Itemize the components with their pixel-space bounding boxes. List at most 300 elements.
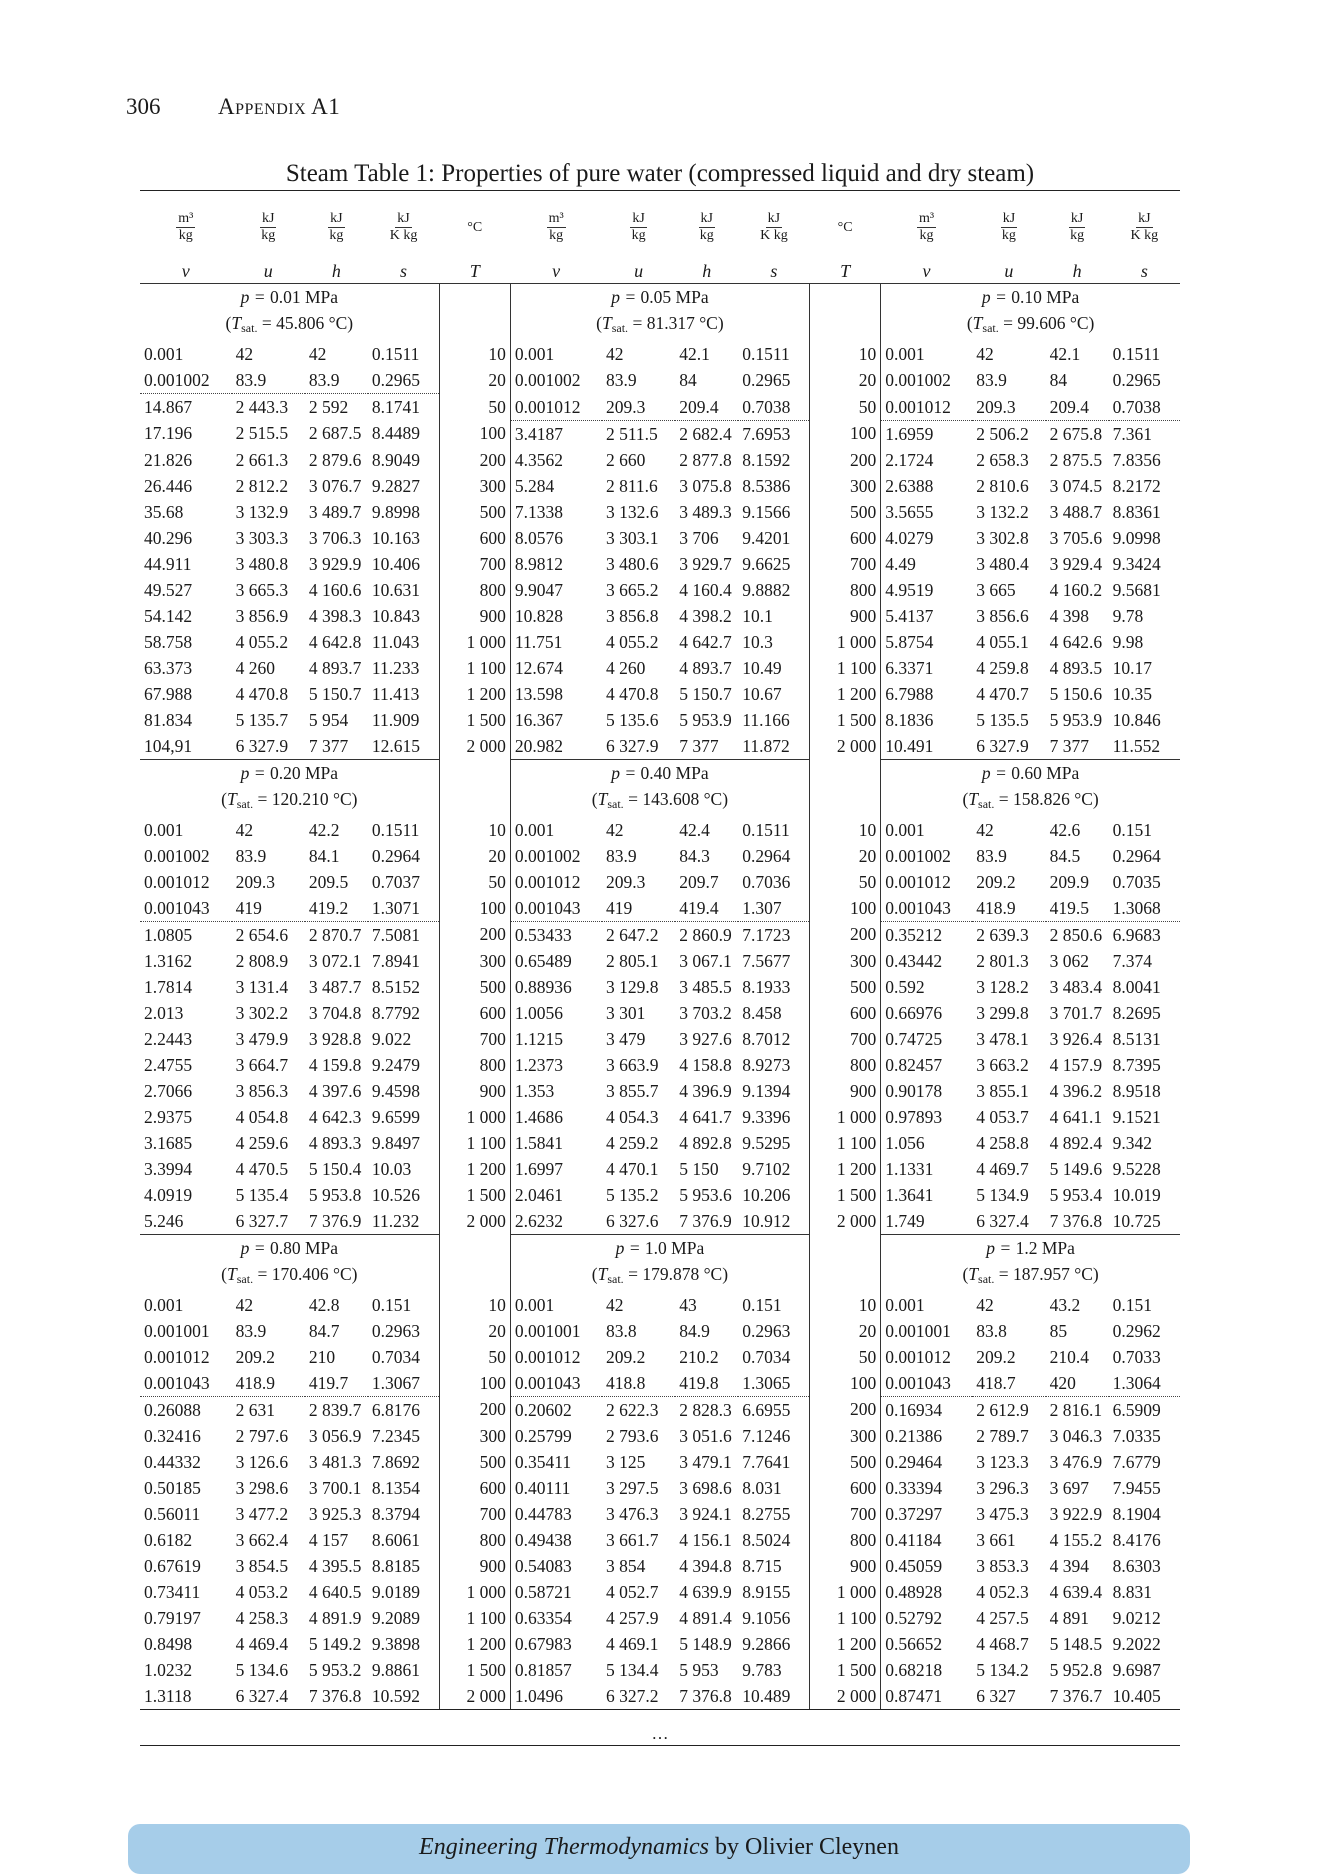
- cell-u: 2 801.3: [976, 950, 1029, 971]
- unit-fraction-s: [1129, 211, 1161, 244]
- pressure-label: [510, 759, 809, 786]
- unit-denominator: kg: [549, 228, 564, 243]
- temperature-cell: 1 500: [810, 1182, 881, 1208]
- cell-v: 0.53433: [510, 921, 602, 948]
- table-body: [140, 284, 1180, 1710]
- cell-v: 4.0279: [885, 527, 934, 548]
- cell-v: 0.001: [885, 344, 925, 364]
- cell-v: 0.56652: [885, 1633, 943, 1654]
- cell-s: 10.631: [371, 579, 421, 600]
- cell-h: 4 159.8: [308, 1054, 362, 1075]
- cell-u: 42: [976, 819, 994, 840]
- pressure-value: 0.05: [640, 287, 672, 307]
- cell-u: 3 131.4: [235, 976, 289, 997]
- table-row: [140, 473, 1180, 499]
- table-row: [140, 603, 1180, 629]
- cell-s: 7.361: [1109, 420, 1180, 447]
- cell-v: 21.826: [144, 449, 193, 470]
- cell-u: 83.8: [976, 1320, 1007, 1341]
- cell-v: 0.001: [514, 1294, 555, 1315]
- symbol-s: s: [738, 259, 809, 284]
- pressure-symbol: p =: [611, 287, 641, 307]
- cell-s: 8.5152: [371, 976, 421, 997]
- cell-s: 9.3424: [1112, 553, 1161, 574]
- cell-u: 6 327.4: [232, 1683, 305, 1710]
- cell-h: 419.4: [679, 897, 719, 918]
- cell-h: 5 150: [679, 1158, 719, 1179]
- cell-v: 1.0056: [514, 1002, 563, 1023]
- cell-h: 3 062: [1049, 950, 1089, 971]
- cell-s: 10.206: [742, 1184, 791, 1205]
- symbol-h: h: [1046, 259, 1109, 284]
- temperature-cell: 600: [810, 525, 881, 551]
- cell-u: 4 054.8: [235, 1106, 289, 1127]
- cell-h: 4 158.8: [679, 1054, 732, 1075]
- temperature-cell: 800: [810, 1052, 881, 1078]
- cell-s: 10.67: [742, 683, 782, 704]
- temp-col-spacer: [810, 1261, 881, 1292]
- cell-v: 0.29464: [885, 1451, 943, 1472]
- cell-s: 12.615: [371, 735, 421, 756]
- cell-s: 7.6779: [1112, 1451, 1161, 1472]
- symbol-v: v: [140, 259, 232, 284]
- pressure-unit: MPa: [671, 762, 709, 783]
- unit-fraction-v: [917, 211, 936, 244]
- cell-h: 4 893.7: [679, 657, 732, 678]
- cell-s: 8.1592: [742, 449, 791, 470]
- table-row: [140, 1527, 1180, 1553]
- cell-s: 7.5677: [742, 950, 791, 971]
- cell-s: 11.552: [1112, 735, 1161, 756]
- temperature-cell: 100: [810, 420, 881, 447]
- cell-u: 3 299.8: [976, 1002, 1029, 1023]
- cell-u: 419: [605, 897, 633, 918]
- cell-u: 6 327.9: [235, 735, 289, 756]
- cell-s: 9.342: [1112, 1132, 1153, 1153]
- symbols-row: [140, 259, 1180, 284]
- cell-v: 0.52792: [885, 1607, 943, 1628]
- tsat-subscript: sat.: [607, 1271, 624, 1286]
- tsat-unit: °C: [1065, 313, 1089, 333]
- cell-v: 0.001012: [885, 871, 951, 892]
- cell-v: 1.6959: [881, 420, 973, 447]
- temperature-cell: 1 000: [810, 1104, 881, 1130]
- cell-h: 42.1: [679, 344, 710, 364]
- cell-s: 0.2964: [742, 845, 791, 866]
- temperature-cell: 1 000: [810, 1579, 881, 1605]
- tsat-subscript: sat.: [241, 321, 258, 335]
- temp-col-spacer: [810, 786, 881, 817]
- cell-v: 1.2373: [514, 1054, 563, 1075]
- cell-v: 13.598: [514, 683, 563, 704]
- cell-s: 11.043: [371, 631, 420, 652]
- cell-u: 83.9: [235, 1320, 267, 1341]
- cell-s: 10.49: [742, 657, 782, 678]
- cell-h: 42.2: [308, 819, 340, 840]
- tsat-symbol: T: [227, 1263, 237, 1284]
- cell-v: 0.001001: [514, 1320, 581, 1341]
- temperature-cell: 50: [439, 1344, 510, 1370]
- cell-v: 0.35212: [881, 921, 973, 948]
- cell-u: 3 854.5: [235, 1555, 289, 1576]
- temperature-cell: 100: [439, 420, 510, 447]
- cell-h: 7 376.9: [679, 1210, 732, 1231]
- pressure-symbol: p =: [611, 762, 641, 783]
- pressure-label: [510, 284, 809, 311]
- temperature-cell: 200: [810, 1396, 881, 1423]
- unit-celsius: °C: [467, 219, 483, 235]
- cell-v: 1.3118: [140, 1683, 232, 1710]
- table-row: [140, 1318, 1180, 1344]
- cell-u: 3 478.1: [976, 1028, 1029, 1049]
- cell-s: 8.6303: [1112, 1555, 1161, 1576]
- unit-fraction-u: [630, 211, 648, 244]
- cell-s: 10.846: [1112, 709, 1161, 730]
- cell-v: 0.25799: [514, 1425, 572, 1446]
- cell-h: 3 056.9: [308, 1425, 362, 1446]
- cell-h: 7 377: [308, 735, 349, 756]
- cell-v: 0.001043: [514, 897, 581, 918]
- cell-v: 35.68: [144, 501, 184, 522]
- cell-v: 0.001043: [885, 1372, 951, 1393]
- cell-s: 7.1723: [738, 921, 809, 948]
- temperature-cell: 1 200: [439, 681, 510, 707]
- cell-v: 1.5841: [514, 1132, 563, 1153]
- cell-v: 40.296: [144, 527, 193, 548]
- table-row: [140, 843, 1180, 869]
- cell-h: 2 870.7: [305, 921, 368, 948]
- cell-u: 2 639.3: [972, 921, 1045, 948]
- table-row: [140, 974, 1180, 1000]
- cell-h: 5 953.4: [1049, 1184, 1103, 1205]
- cell-v: 8.0576: [514, 527, 563, 548]
- pressure-symbol: p =: [981, 762, 1012, 783]
- cell-v: 0.87471: [881, 1683, 973, 1710]
- unit-numerator: kJ: [767, 211, 781, 226]
- cell-s: 9.3898: [371, 1633, 421, 1654]
- cell-v: 0.67619: [144, 1555, 201, 1576]
- cell-s: 1.3071: [371, 897, 421, 918]
- cell-v: 0.43442: [885, 950, 943, 971]
- cell-v: 44.911: [144, 553, 192, 574]
- table-row: [140, 1657, 1180, 1683]
- tsat-subscript: sat.: [236, 1271, 254, 1286]
- cell-h: 3 703.2: [679, 1002, 732, 1023]
- cell-v: 0.001043: [514, 1372, 581, 1393]
- cell-h: 83.9: [308, 370, 340, 390]
- pressure-symbol: p =: [240, 1237, 270, 1258]
- temperature-cell: 500: [439, 1449, 510, 1475]
- cell-u: 2 515.5: [235, 423, 289, 444]
- cell-s: 8.9049: [371, 449, 421, 470]
- pressure-symbol: p =: [981, 287, 1012, 307]
- temperature-cell: 700: [439, 1501, 510, 1527]
- cell-s: 7.8941: [371, 950, 421, 971]
- unit-denominator: kg: [919, 228, 934, 243]
- cell-u: 4 258.3: [235, 1607, 289, 1628]
- unit-cell-v: [510, 191, 602, 260]
- cell-s: 0.1511: [1112, 344, 1161, 364]
- unit-cell-u: [972, 191, 1045, 260]
- cell-v: 7.1338: [514, 501, 563, 522]
- cell-h: 419.2: [308, 897, 349, 918]
- temperature-cell: 700: [439, 551, 510, 577]
- cell-s: 8.8361: [1112, 501, 1161, 522]
- cell-h: 4 160.4: [679, 579, 732, 600]
- cell-s: 0.151: [1112, 819, 1153, 840]
- cell-h: 5 954: [308, 709, 349, 730]
- cell-h: 42.1: [1049, 344, 1081, 364]
- cell-h: 3 700.1: [308, 1477, 362, 1498]
- cell-h: 209.5: [308, 871, 349, 892]
- cell-s: 11.413: [371, 683, 420, 704]
- cell-u: 6 327.2: [602, 1683, 675, 1710]
- cell-h: 5 953.8: [308, 1184, 362, 1205]
- pressure-label: [881, 759, 1180, 786]
- cell-s: 0.7033: [1112, 1346, 1161, 1367]
- cell-v: 3.4187: [510, 420, 602, 447]
- cell-s: 11.233: [371, 657, 420, 678]
- temperature-cell: 800: [439, 577, 510, 603]
- book-author: by Olivier Cleynen: [709, 1834, 899, 1860]
- cell-h: 4 396.9: [679, 1080, 732, 1101]
- page-header: [126, 94, 340, 120]
- cell-v: 0.001002: [514, 845, 581, 866]
- cell-v: 0.001043: [144, 897, 210, 918]
- cell-h: 210.4: [1049, 1346, 1089, 1367]
- cell-h: 2 839.7: [305, 1396, 368, 1423]
- cell-v: 0.001: [885, 1294, 925, 1315]
- cell-v: 2.4755: [144, 1054, 193, 1075]
- cell-u: 4 259.6: [235, 1132, 289, 1153]
- cell-h: 3 698.6: [679, 1477, 732, 1498]
- table-row: [140, 1449, 1180, 1475]
- cell-u: 3 854: [605, 1555, 646, 1576]
- table-row: [140, 707, 1180, 733]
- cell-u: 6 327.4: [976, 1210, 1029, 1231]
- cell-s: 0.7038: [742, 396, 791, 417]
- cell-h: 3 483.4: [1049, 976, 1103, 997]
- cell-u: 4 054.3: [605, 1106, 659, 1127]
- cell-h: 4 396.2: [1049, 1080, 1103, 1101]
- table-header: [140, 191, 1180, 284]
- cell-s: 10.592: [368, 1683, 439, 1710]
- temperature-cell: 1 000: [810, 629, 881, 655]
- table-row: [140, 629, 1180, 655]
- cell-h: 3 926.4: [1049, 1028, 1103, 1049]
- cell-u: 42: [976, 1294, 994, 1315]
- cell-u: 3 856.9: [235, 605, 289, 626]
- cell-u: 5 135.2: [605, 1184, 659, 1205]
- continuation-ellipsis: …: [651, 1724, 669, 1743]
- cell-s: 7.374: [1112, 950, 1153, 971]
- pressure-symbol: p =: [986, 1237, 1016, 1258]
- temp-col-spacer: [439, 1261, 510, 1292]
- cell-v: 0.74725: [885, 1028, 943, 1049]
- cell-v: 0.73411: [144, 1581, 201, 1602]
- units-row: [140, 191, 1180, 260]
- pressure-unit: MPa: [1041, 762, 1080, 783]
- tsat-unit: °C: [694, 313, 718, 333]
- table-row: [140, 1370, 1180, 1397]
- cell-s: 0.7037: [371, 871, 421, 892]
- cell-u: 3 855.1: [976, 1080, 1029, 1101]
- temperature-cell: 800: [439, 1052, 510, 1078]
- cell-u: 2 443.3: [232, 394, 305, 421]
- cell-s: 8.715: [742, 1555, 782, 1576]
- cell-s: 8.4489: [371, 423, 421, 444]
- cell-u: 4 055.2: [605, 631, 659, 652]
- cell-s: 9.8497: [371, 1132, 421, 1153]
- unit-cell-s: [738, 191, 809, 260]
- cell-u: 2 789.7: [976, 1425, 1029, 1446]
- cell-s: 9.1521: [1112, 1106, 1161, 1127]
- cell-h: 7 376.8: [675, 1683, 738, 1710]
- cell-u: 6 327.7: [235, 1210, 289, 1231]
- cell-h: 4 893.3: [308, 1132, 362, 1153]
- pressure-label: [881, 1234, 1180, 1261]
- symbol-T: T: [810, 259, 881, 284]
- tsat-value: 187.957: [1013, 1263, 1070, 1284]
- saturation-temperature: ($T_{sat.} = 179.878$ °C): [591, 1263, 729, 1286]
- tsat-subscript: sat.: [978, 796, 995, 811]
- table-row: [140, 394, 1180, 421]
- unit-denominator: K kg: [760, 228, 788, 243]
- cell-h: 3 479.1: [679, 1451, 732, 1472]
- cell-h: 209.4: [1049, 396, 1089, 417]
- cell-s: 9.98: [1112, 631, 1144, 652]
- cell-v: 54.142: [144, 605, 193, 626]
- tsat-unit: °C: [328, 788, 352, 809]
- cell-v: 0.001012: [885, 396, 951, 417]
- pressure-value: 0.80: [269, 1237, 301, 1258]
- cell-h: 84.1: [308, 845, 340, 866]
- temp-col-spacer: [810, 759, 881, 786]
- cell-h: 4 642.6: [1049, 631, 1103, 652]
- cell-v: 0.6182: [144, 1529, 193, 1550]
- cell-s: 10.526: [371, 1184, 421, 1205]
- cell-s: 6.5909: [1109, 1396, 1180, 1423]
- cell-s: 10.912: [742, 1210, 791, 1231]
- cell-v: 3.1685: [144, 1132, 193, 1153]
- unit-denominator: kg: [178, 228, 193, 243]
- cell-s: 0.1511: [742, 819, 790, 840]
- cell-v: 0.63354: [514, 1607, 572, 1628]
- table-row: [140, 1026, 1180, 1052]
- table-row: [140, 1631, 1180, 1657]
- cell-u: 5 135.4: [235, 1184, 289, 1205]
- tsat-value: 158.826: [1013, 788, 1070, 809]
- cell-v: 1.1331: [885, 1158, 934, 1179]
- cell-h: 7 376.8: [1049, 1210, 1103, 1231]
- cell-s: 8.2695: [1112, 1002, 1161, 1023]
- cell-u: 83.9: [605, 370, 637, 391]
- cell-s: 10.163: [371, 527, 421, 548]
- cell-s: 1.3064: [1112, 1372, 1161, 1393]
- cell-v: 0.37297: [885, 1503, 943, 1524]
- temperature-cell: 300: [439, 948, 510, 974]
- cell-u: 3 128.2: [976, 976, 1029, 997]
- cell-s: 8.1354: [371, 1477, 421, 1498]
- temperature-cell: 50: [810, 869, 881, 895]
- pressure-value: 1.2: [1015, 1237, 1038, 1258]
- cell-v: 0.001002: [514, 370, 581, 391]
- temperature-cell: 500: [439, 974, 510, 1000]
- cell-v: 6.3371: [885, 657, 934, 678]
- cell-h: 5 148.5: [1049, 1633, 1103, 1654]
- cell-h: 2 877.8: [679, 449, 732, 470]
- cell-v: 0.001001: [885, 1320, 951, 1341]
- cell-s: 6.6955: [738, 1396, 809, 1423]
- cell-s: 8.5024: [742, 1529, 791, 1550]
- table-row: [140, 948, 1180, 974]
- cell-s: 0.2965: [371, 370, 421, 390]
- cell-v: 1.3162: [144, 950, 193, 971]
- table-row: [140, 1104, 1180, 1130]
- tsat-symbol: T: [597, 788, 608, 809]
- temp-col-spacer: [439, 1234, 510, 1261]
- cell-h: 419.7: [308, 1372, 349, 1393]
- steam-table: [140, 190, 1180, 1710]
- cell-s: 0.151: [1112, 1294, 1153, 1315]
- cell-s: 8.1741: [368, 394, 439, 421]
- cell-u: 42: [605, 1294, 624, 1315]
- cell-s: 8.1904: [1112, 1503, 1161, 1524]
- cell-s: 6.9683: [1109, 921, 1180, 948]
- cell-h: 2 682.4: [675, 420, 738, 447]
- pressure-label: [881, 284, 1180, 311]
- cell-u: 83.9: [235, 370, 267, 390]
- tsat-symbol: T: [601, 313, 612, 333]
- cell-s: 0.2965: [1112, 370, 1161, 391]
- temperature-cell: 1 000: [439, 1104, 510, 1130]
- tsat-value: 179.878: [642, 1263, 700, 1284]
- pressure-value: 0.01: [269, 287, 301, 307]
- cell-v: 2.7066: [144, 1080, 193, 1101]
- saturation-row: [140, 1261, 1180, 1292]
- temperature-cell: 10: [439, 817, 510, 843]
- cell-u: 3 856.3: [235, 1080, 289, 1101]
- cell-v: 5.4137: [885, 605, 934, 626]
- cell-u: 4 260: [605, 657, 646, 678]
- cell-h: 42: [308, 344, 327, 364]
- cell-s: 9.8998: [371, 501, 421, 522]
- cell-h: 209.9: [1049, 871, 1089, 892]
- cell-u: 3 126.6: [235, 1451, 289, 1472]
- cell-h: 3 067.1: [679, 950, 732, 971]
- cell-h: 7 377: [1049, 735, 1089, 756]
- cell-u: 2 793.6: [605, 1425, 659, 1446]
- cell-u: 4 470.5: [235, 1158, 289, 1179]
- cell-s: 9.2022: [1112, 1633, 1161, 1654]
- cell-u: 3 665.2: [605, 579, 659, 600]
- cell-s: 0.2964: [371, 845, 421, 866]
- temperature-cell: 200: [810, 921, 881, 948]
- cell-u: 5 135.5: [976, 709, 1029, 730]
- cell-h: 3 072.1: [308, 950, 362, 971]
- cell-h: 4 641.1: [1049, 1106, 1103, 1127]
- cell-s: 9.2827: [371, 475, 421, 496]
- temperature-cell: 1 500: [439, 1182, 510, 1208]
- bottom-rule: [140, 1745, 1180, 1746]
- pressure-row: [140, 1234, 1180, 1261]
- pressure-value: 0.60: [1011, 762, 1042, 783]
- temperature-cell: 20: [810, 843, 881, 869]
- cell-v: 0.68218: [885, 1659, 943, 1680]
- cell-h: 4 891.4: [679, 1607, 732, 1628]
- temperature-cell: 300: [810, 948, 881, 974]
- cell-u: 2 797.6: [235, 1425, 289, 1446]
